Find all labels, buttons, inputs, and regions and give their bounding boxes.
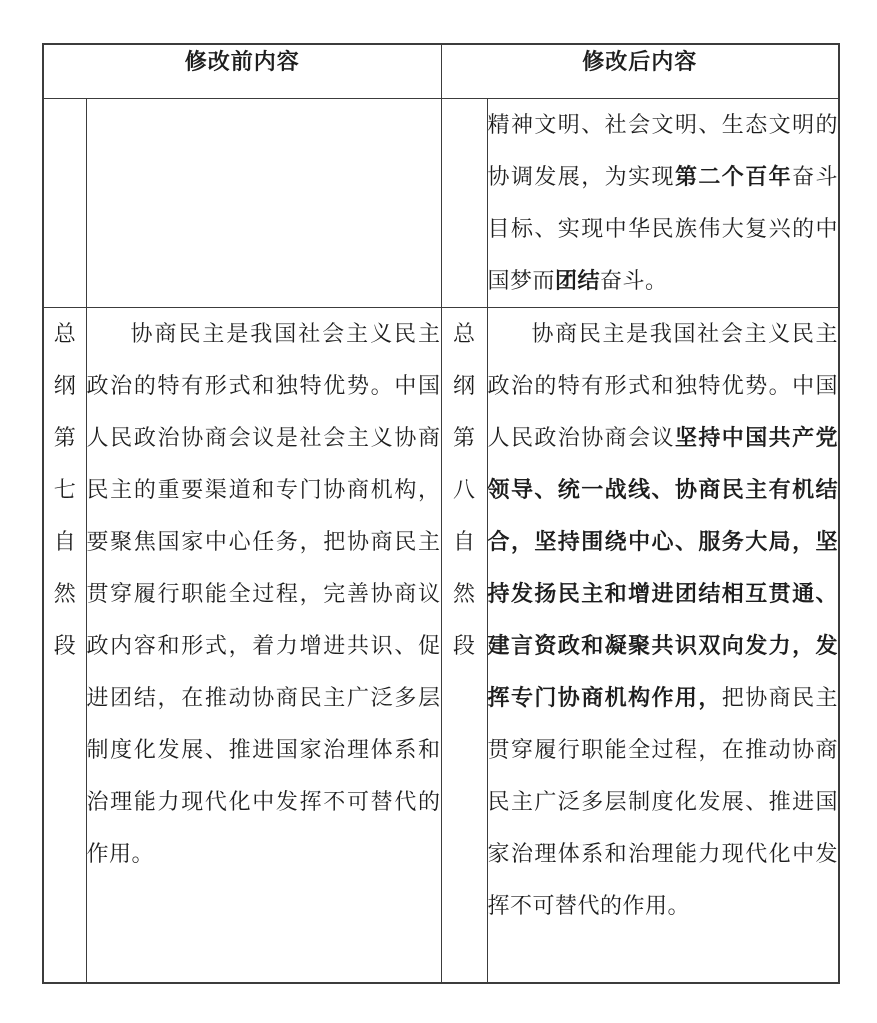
header-after-cell xyxy=(441,44,839,99)
vertical-label-char: 自 xyxy=(53,529,76,554)
vertical-label-char: 纲 xyxy=(453,373,476,398)
comparison-table xyxy=(42,43,840,984)
vertical-label-char: 然 xyxy=(453,581,476,606)
before-row-label-cell xyxy=(43,99,86,308)
vertical-label-char: 总 xyxy=(453,321,476,346)
before-content-cell xyxy=(86,99,441,308)
vertical-label-char: 段 xyxy=(453,633,476,658)
vertical-label xyxy=(442,308,487,672)
emphasized-text: 第二个百年 xyxy=(674,164,793,189)
after-row-label-cell xyxy=(441,99,487,308)
vertical-label-char: 七 xyxy=(53,477,76,502)
body-text: 协商民主是我国社会主义民主政治的特有形式和独特优势。中国人民政治协商会议是社会主义协商民主的重要渠道和专门协商机构，要聚焦国家中心任务，把协商民主贯穿履行职能全过程，完善协商议政内容和形式，着力增进共识、促进团结，在推动协商民主广泛多层制度化发展、推进国家治理体系和治理能力现代化中发挥不可替代的作用。 xyxy=(86,321,441,866)
vertical-label-char: 自 xyxy=(453,529,476,554)
body-text: 精神文明、社会文明、生态文明的协调发展，为实现 xyxy=(487,112,839,189)
body-text: 把协商民主贯穿履行职能全过程，在推动协商民主广泛多层制度化发展、推进国家治理体系和治理能力现代化中发挥不可替代的作用。 xyxy=(487,685,839,918)
emphasized-text: 坚持中国共产党领导、统一战线、协商民主有机结合，坚持围绕中心、服务大局，坚持发扬民主和增进团结相互贯通、建言资政和凝聚共识双向发力，发挥专门协商机构作用， xyxy=(487,425,839,710)
emphasized-text: 团结 xyxy=(555,268,601,293)
header-before-cell xyxy=(43,44,441,99)
table-row xyxy=(43,99,839,308)
table-row xyxy=(43,308,839,984)
vertical-label-char: 段 xyxy=(53,633,76,658)
before-row-label-cell xyxy=(43,308,86,984)
vertical-label xyxy=(44,308,86,672)
body-text: 奋斗。 xyxy=(600,268,668,293)
vertical-label-char: 八 xyxy=(453,477,476,502)
header-before-label: 修改前内容 xyxy=(184,49,300,74)
body-text: 奋斗目标、实现中华民族伟大复兴的中国梦而 xyxy=(487,164,839,293)
after-content-cell xyxy=(487,308,839,984)
before-content-cell xyxy=(86,308,441,984)
body-text: 协商民主是我国社会主义民主政治的特有形式和独特优势。中国人民政治协商会议 xyxy=(487,321,839,450)
vertical-label-char: 总 xyxy=(53,321,76,346)
vertical-label-char: 第 xyxy=(453,425,476,450)
after-row-label-cell xyxy=(441,308,487,984)
after-content-cell xyxy=(487,99,839,308)
vertical-label-char: 然 xyxy=(53,581,76,606)
vertical-label-char: 纲 xyxy=(53,373,76,398)
header-after-label: 修改后内容 xyxy=(582,49,698,74)
table-header-row xyxy=(43,44,839,99)
vertical-label-char: 第 xyxy=(53,425,76,450)
